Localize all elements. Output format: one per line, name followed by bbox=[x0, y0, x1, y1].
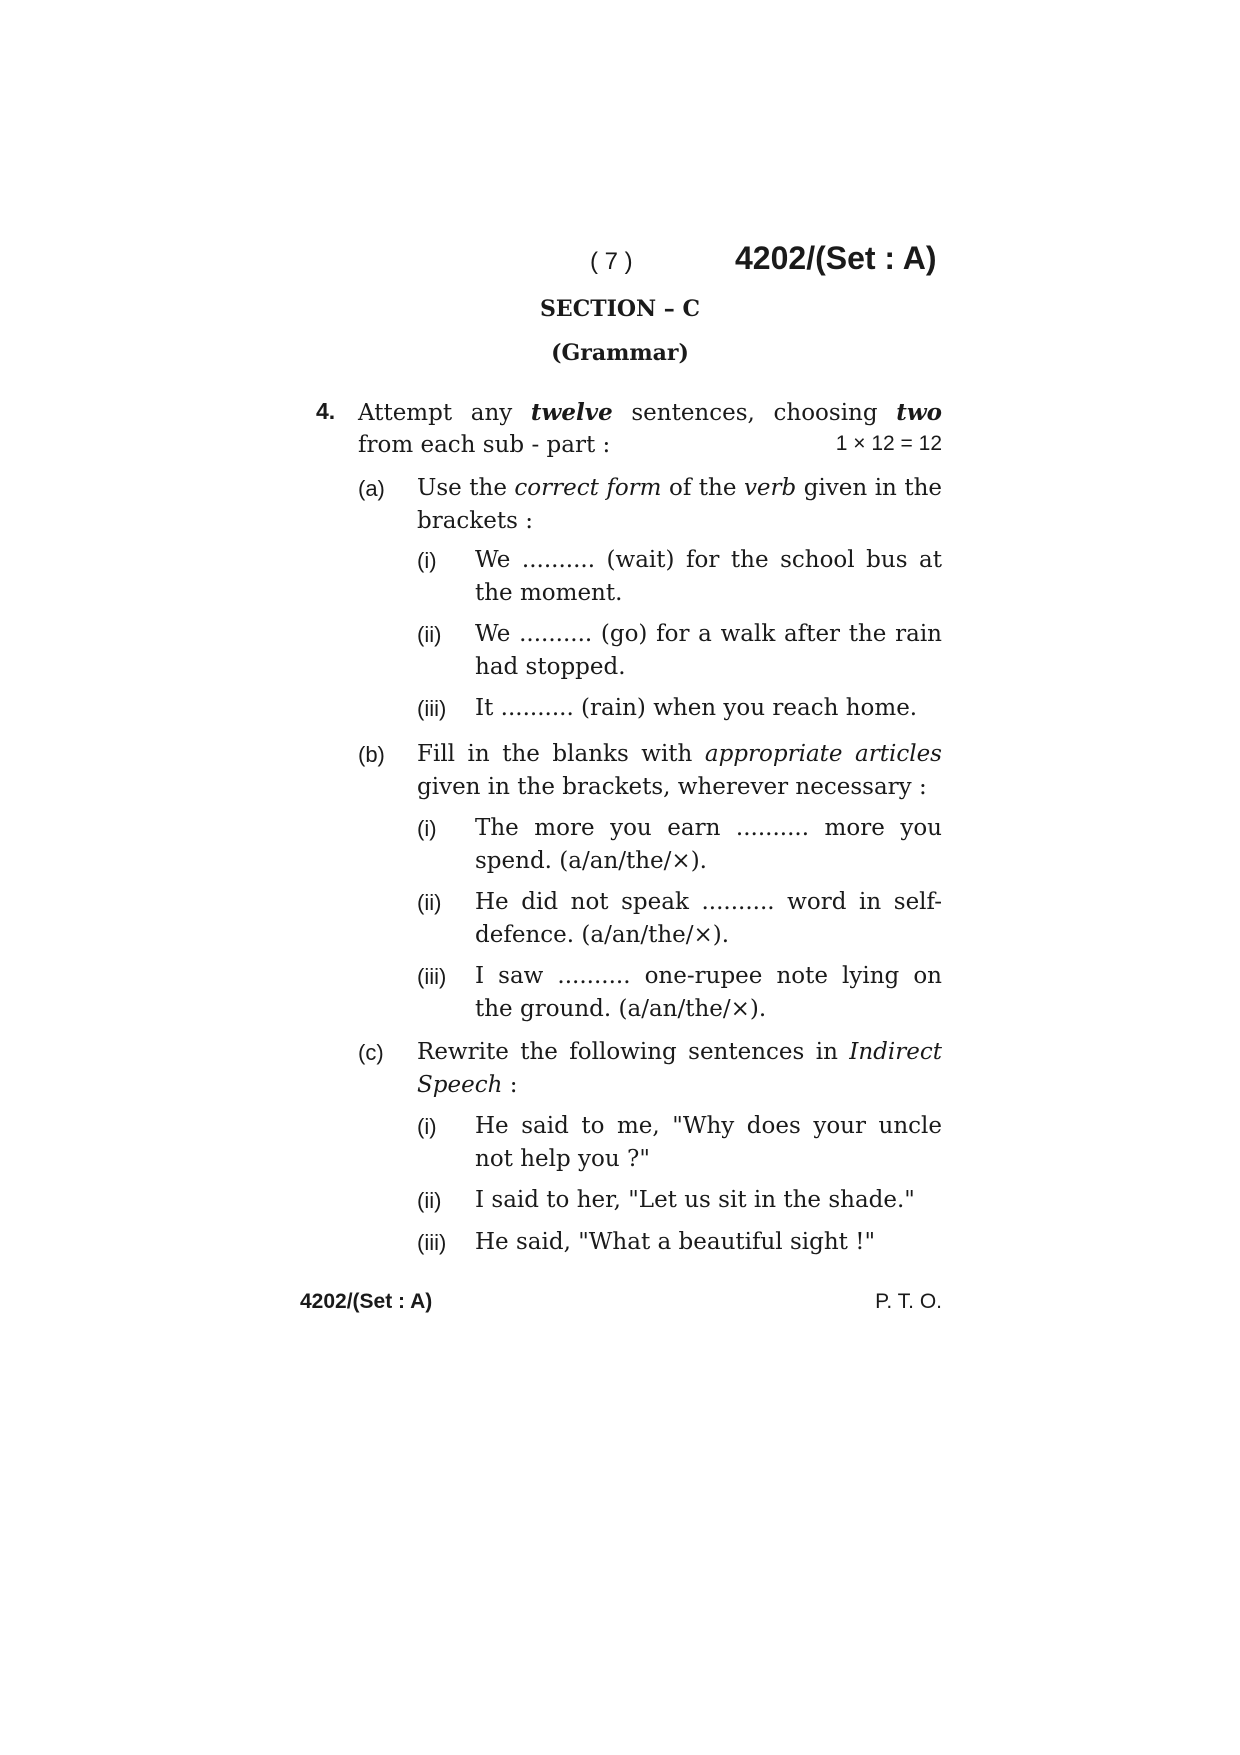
part-b-item-label: (iii) bbox=[417, 964, 447, 989]
part-a-item-text: We .......... (wait) for the school bus at the moment. bbox=[475, 547, 942, 606]
part-c-label: (c) bbox=[358, 1040, 384, 1065]
part-c-item-label: (iii) bbox=[417, 1230, 447, 1255]
part-a-item-text: We .......... (go) for a walk after the rain had stopped. bbox=[475, 621, 942, 680]
part-b-item-label: (ii) bbox=[417, 890, 442, 915]
question-emphasis-twelve: twelve bbox=[530, 399, 613, 426]
question-text-line2: from each sub - part : bbox=[358, 432, 611, 458]
part-b-item-text: He did not speak .......... word in self-defence. (a/an/the/×). bbox=[475, 889, 942, 948]
part-c-item-text: He said, "What a beautiful sight !" bbox=[475, 1229, 876, 1255]
part-a-item-text: It .......... (rain) when you reach home. bbox=[475, 695, 918, 721]
part-c-item-text: I said to her, "Let us sit in the shade." bbox=[475, 1187, 915, 1213]
question-text-mid: sentences, choosing bbox=[612, 400, 897, 426]
question-marks: 1 × 12 = 12 bbox=[835, 432, 942, 455]
paper-code-footer: 4202/(Set : A) bbox=[300, 1290, 433, 1313]
paper-code-header: 4202/(Set : A) bbox=[735, 240, 937, 276]
question-emphasis-two: two bbox=[896, 399, 942, 426]
part-c-item-label: (i) bbox=[417, 1114, 437, 1139]
question-text-pre: Attempt any bbox=[358, 400, 531, 426]
part-b-item-text: I saw .......... one-rupee note lying on the ground. (a/an/the/×). bbox=[475, 963, 942, 1022]
part-c-item-label: (ii) bbox=[417, 1188, 442, 1213]
page-number: ( 7 ) bbox=[590, 248, 633, 275]
part-a-label: (a) bbox=[358, 476, 385, 501]
part-a-item-label: (ii) bbox=[417, 622, 442, 647]
part-a-item-label: (i) bbox=[417, 548, 437, 573]
question-number: 4. bbox=[316, 398, 336, 424]
part-b-item-label: (i) bbox=[417, 816, 437, 841]
question-text bbox=[358, 396, 942, 430]
part-a-item-label: (iii) bbox=[417, 696, 447, 721]
part-b-instruction: Fill in the blanks with appropriate articles given in the brackets, wherever necessary : bbox=[417, 741, 942, 800]
part-c-item-text: He said to me, "Why does your uncle not help you ?" bbox=[475, 1113, 942, 1172]
section-subtitle: (Grammar) bbox=[551, 340, 689, 366]
pto-label: P. T. O. bbox=[875, 1290, 942, 1313]
section-title: SECTION – C bbox=[540, 296, 700, 322]
part-b-item-text: The more you earn .......... more you spend. (a/an/the/×). bbox=[475, 815, 942, 874]
part-b-label: (b) bbox=[358, 742, 385, 767]
part-a-instruction: Use the correct form of the verb given in the brackets : bbox=[417, 475, 942, 534]
part-c-instruction: Rewrite the following sentences in Indirect Speech : bbox=[417, 1039, 942, 1098]
